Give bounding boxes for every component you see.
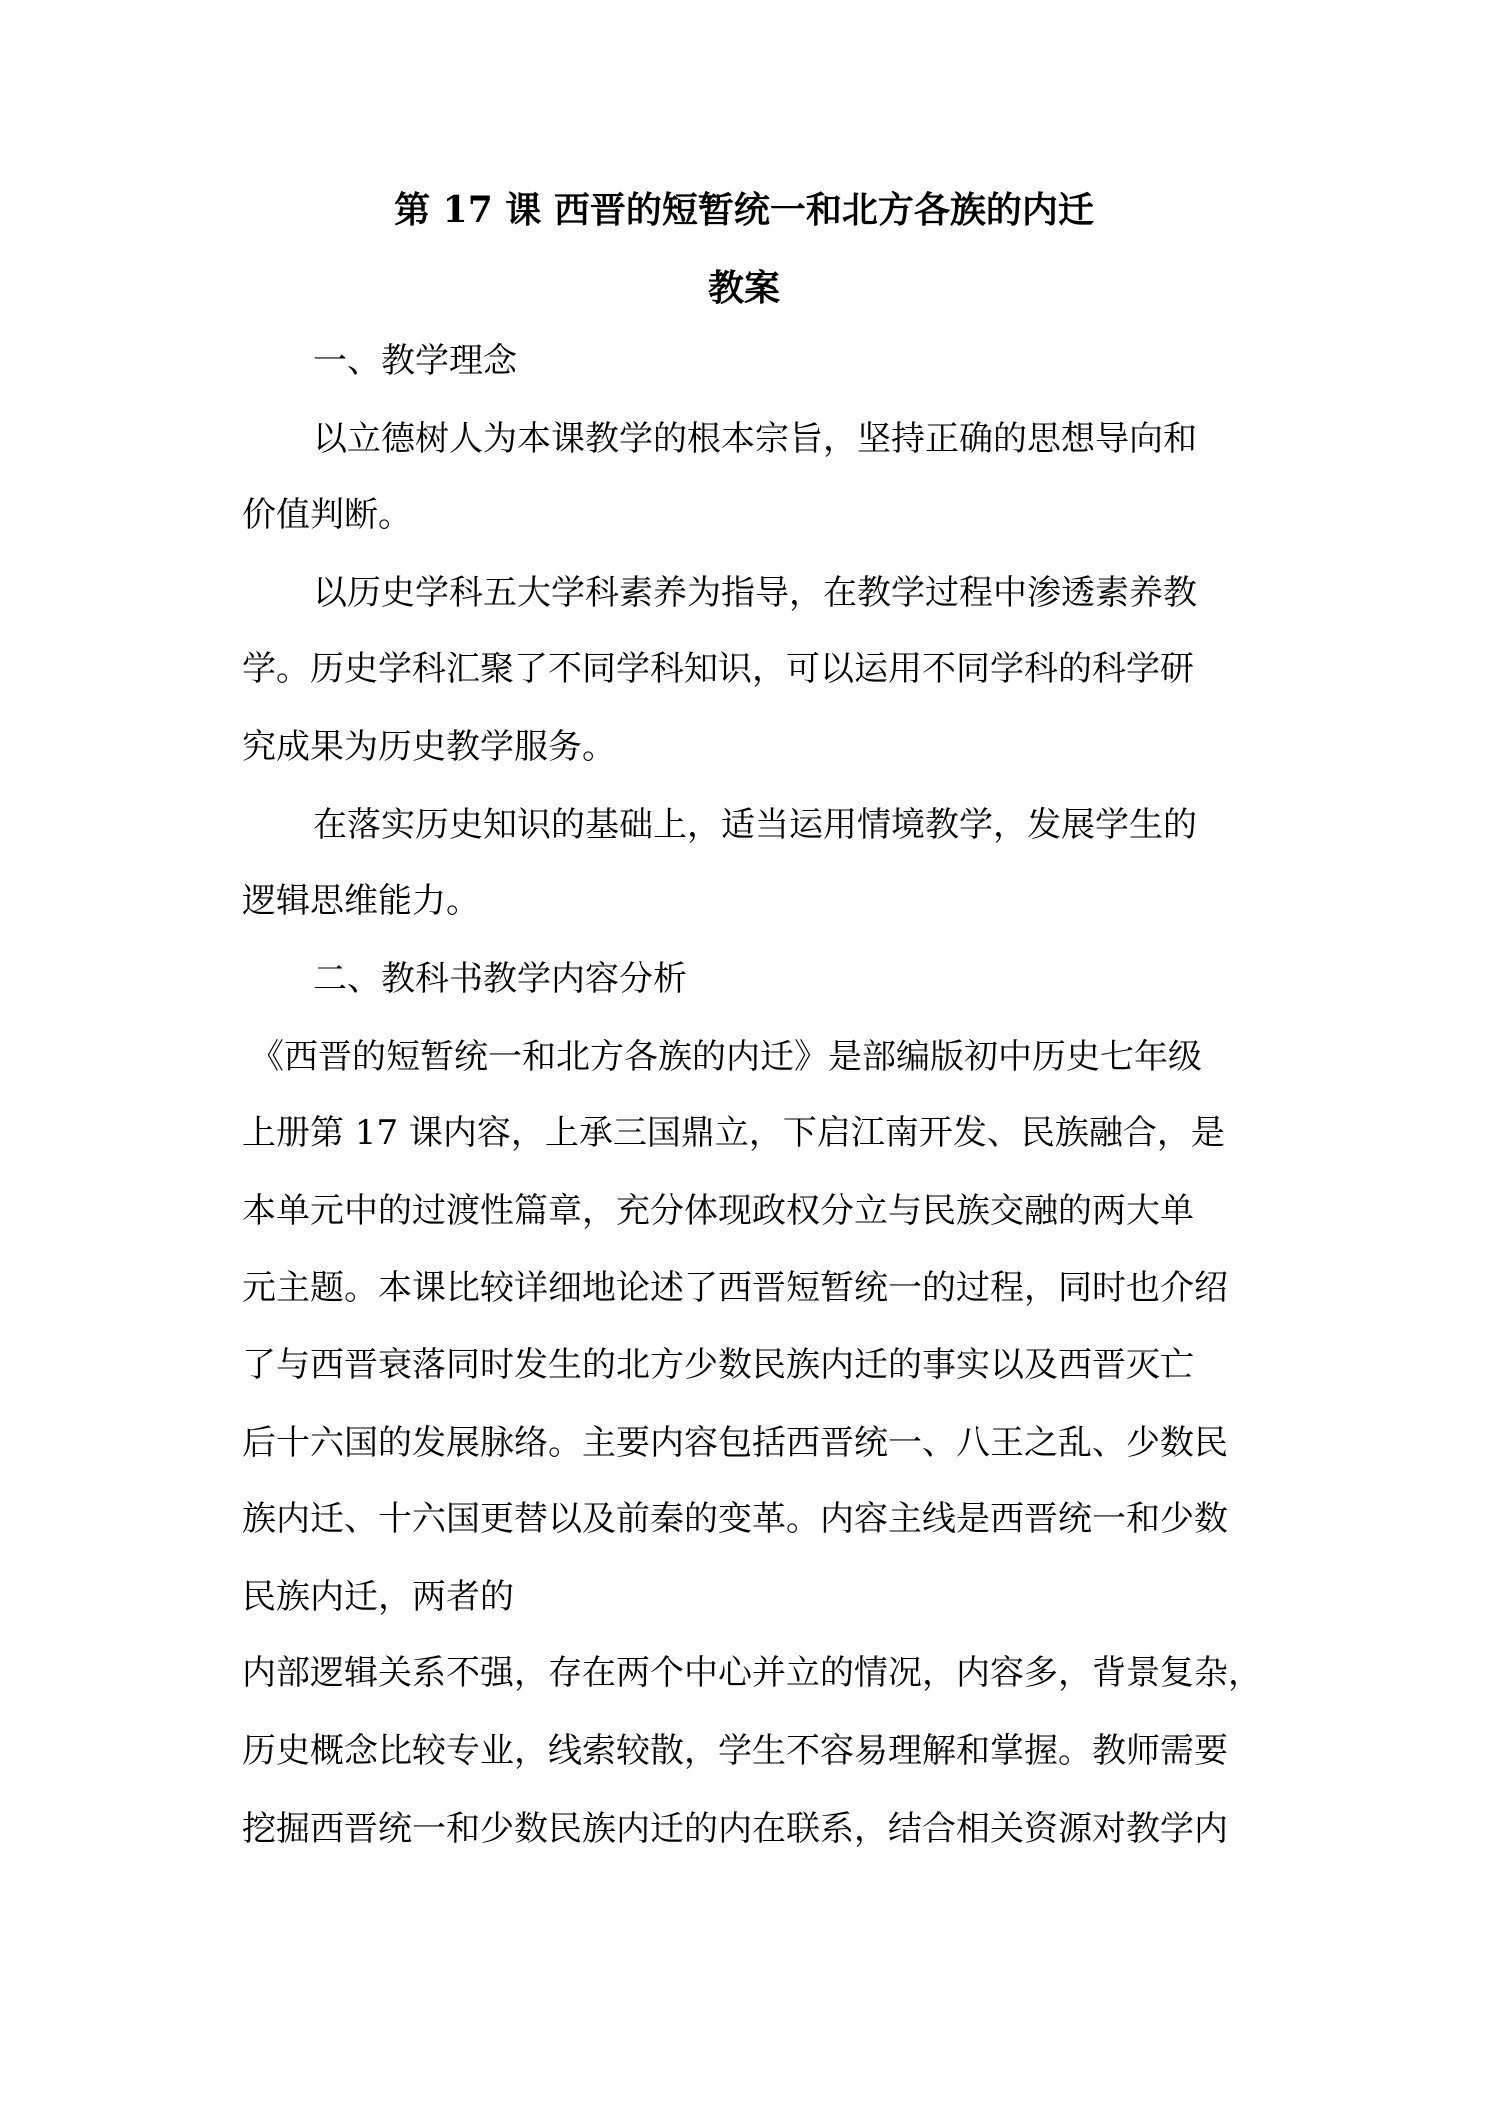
paragraph-line: 以历史学科五大学科素养为指导，在教学过程中渗透素养教	[313, 573, 1197, 613]
paragraph-line: 了与西晋衰落同时发生的北方少数民族内迁的事实以及西晋灭亡	[242, 1345, 1194, 1385]
paragraph-line: 究成果为历史教学服务。	[242, 727, 616, 767]
section-heading: 一、教学理念	[313, 341, 517, 381]
paragraph-line: 逻辑思维能力。	[242, 881, 480, 921]
paragraph-line: 元主题。本课比较详细地论述了西晋短暂统一的过程，同时也介绍	[242, 1268, 1228, 1308]
paragraph-line: 以立德树人为本课教学的根本宗旨，坚持正确的思想导向和	[313, 419, 1197, 459]
section-heading: 二、教科书教学内容分析	[313, 959, 687, 999]
document-title: 第 17 课 西晋的短暂统一和北方各族的内迁	[394, 189, 1094, 231]
paragraph-line: 上册第 17 课内容，上承三国鼎立，下启江南开发、民族融合，是	[242, 1113, 1225, 1153]
paragraph-line: 后十六国的发展脉络。主要内容包括西晋统一、八王之乱、少数民	[242, 1423, 1228, 1463]
paragraph-line: 挖掘西晋统一和少数民族内迁的内在联系，结合相关资源对教学内	[242, 1809, 1228, 1849]
paragraph-line: 民族内迁，两者的	[242, 1577, 514, 1617]
paragraph-line: 在落实历史知识的基础上，适当运用情境教学，发展学生的	[313, 805, 1197, 845]
paragraph-line: 《西晋的短暂统一和北方各族的内迁》是部编版初中历史七年级	[250, 1037, 1202, 1077]
paragraph-line: 价值判断。	[242, 495, 412, 535]
paragraph-line: 学。历史学科汇聚了不同学科知识，可以运用不同学科的科学研	[242, 649, 1194, 689]
paragraph-line: 本单元中的过渡性篇章，充分体现政权分立与民族交融的两大单	[242, 1191, 1194, 1231]
paragraph-line: 族内迁、十六国更替以及前秦的变革。内容主线是西晋统一和少数	[242, 1499, 1228, 1539]
document-subtitle: 教案	[707, 267, 780, 309]
paragraph-line: 内部逻辑关系不强，存在两个中心并立的情况，内容多，背景复杂，	[242, 1653, 1262, 1693]
paragraph-line: 历史概念比较专业，线索较散，学生不容易理解和掌握。教师需要	[242, 1731, 1228, 1771]
